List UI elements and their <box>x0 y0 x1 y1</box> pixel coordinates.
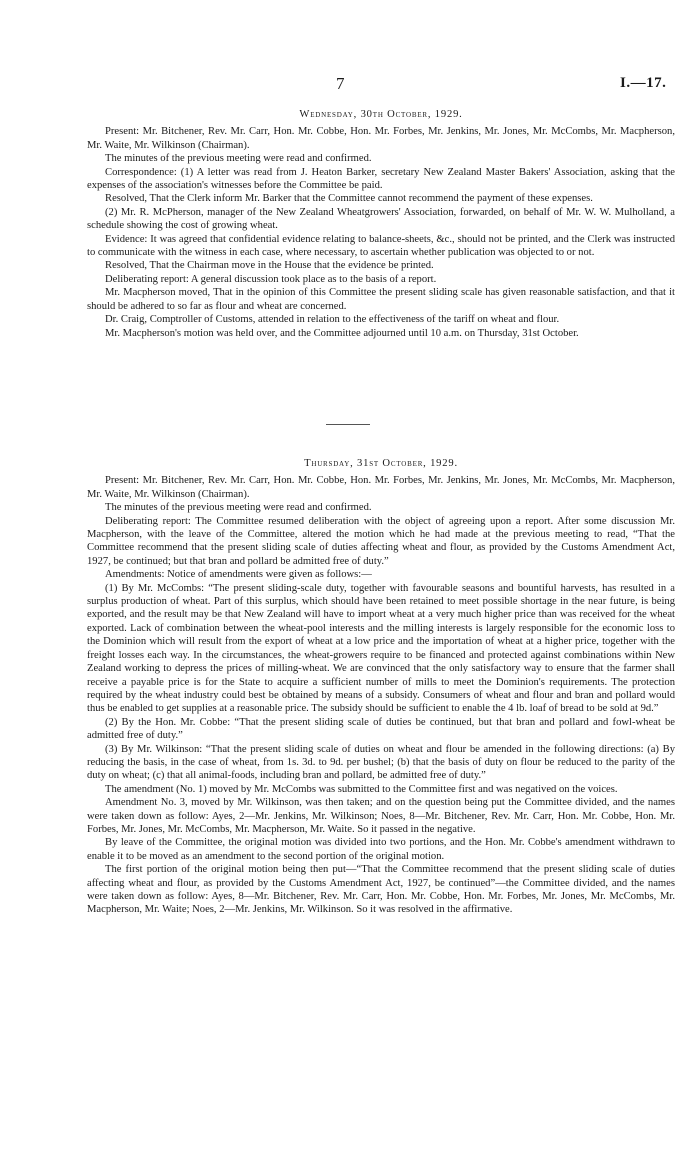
section-heading: Thursday, 31st October, 1929. <box>304 458 458 469</box>
document-reference: I.—17. <box>620 75 667 91</box>
minutes-section-thursday <box>87 457 675 917</box>
page-number: 7 <box>336 74 345 93</box>
paragraph: Resolved, That the Clerk inform Mr. Barker that the Committee cannot recommend the payment of these expenses. <box>105 193 593 205</box>
paragraph: Correspondence: (1) A letter was read from J. Heaton Barker, secretary New Zealand Master Bakers' Association, asking that the expenses of the association's witnesses before the Committee be paid. <box>87 166 675 192</box>
paragraph: (3) By Mr. Wilkinson: “That the present sliding scale of duties on wheat and flour be amended in the following directions: (a) By reducing the basis, in the case of wheat, from 1s. 3d. to 9d. per bushel; (b) that the basis of duty on flour be reduced to the parity of the duty on wheat; (c) that all animal-foods, including bran and pollard, be admitted free of duty.” <box>87 743 675 782</box>
paragraph: Mr. Macpherson's motion was held over, and the Committee adjourned until 10 a.m. on Thursday, 31st October. <box>105 327 579 339</box>
section-heading: Wednesday, 30th October, 1929. <box>299 109 463 120</box>
paragraph: Amendment No. 3, moved by Mr. Wilkinson, was then taken; and on the question being put the Committee divided, and the names were taken down as follow: Ayes, 2—Mr. Jenkins, Mr. Wilkinson; Noes, 8—Mr. Bitchener, Rev. Mr. Carr, Hon. Mr. Cobbe, Hon. Mr. Forbes, Mr. Jones, Mr. McCombs, Mr. Macpherson, Mr. Waite. So it passed in the negative. <box>87 797 675 835</box>
paragraph: Present: Mr. Bitchener, Rev. Mr. Carr, Hon. Mr. Cobbe, Hon. Mr. Forbes, Mr. Jenkins, Mr. Jones, Mr. McCombs, Mr. Macpherson, Mr. Waite, Mr. Wilkinson (Chairman). <box>87 126 675 151</box>
paragraph: Deliberating report: A general discussion took place as to the basis of a report. <box>105 273 437 285</box>
paragraph: Amendments: Notice of amendments were given as follows:— <box>105 569 372 581</box>
paragraph: Mr. Macpherson moved, That in the opinion of this Committee the present sliding scale has given reasonable satisfaction, and that it should be adhered to so far as flour and wheat are concerned. <box>87 287 675 312</box>
paragraph: The first portion of the original motion being then put—“That the Committee recommend that the present sliding scale of duties affecting wheat and flour, as provided by the Customs Amendment Act, 1927, be continued”—the Committee divided, and the names were taken down as follow: Ayes, 8—Mr. Bitchener, Rev. Mr. Carr, Hon. Mr. Cobbe, Hon. Mr. Forbes, Mr. Jones, Mr. McCombs, Mr. Macpherson, Mr. Waite; Noes, 2—Mr. Jenkins, Mr. Wilkinson. So it was resolved in the affirmative. <box>87 864 675 916</box>
paragraph: Present: Mr. Bitchener, Rev. Mr. Carr, Hon. Mr. Cobbe, Hon. Mr. Forbes, Mr. Jenkins, Mr. Jones, Mr. McCombs, Mr. Macpherson, Mr. Waite, Mr. Wilkinson (Chairman). <box>87 475 675 500</box>
paragraph: The amendment (No. 1) moved by Mr. McCombs was submitted to the Committee first and was negatived on the voices. <box>105 783 618 795</box>
paragraph: (2) By the Hon. Mr. Cobbe: “That the present sliding scale of duties be continued, but that bran and pollard and fowl-wheat be admitted free of duty.” <box>87 716 675 742</box>
paragraph: The minutes of the previous meeting were read and confirmed. <box>105 502 372 514</box>
paragraph: (1) By Mr. McCombs: “The present sliding-scale duty, together with favourable seasons and bountiful harvests, has resulted in a surplus production of wheat. Part of this surplus, which should have been retained to meet possible shortage in the near future, is being exported, and the result may be that New Zealand will have to import wheat at a very much higher price than was received for the wheat exported. Lack of combination between the wheat-pool interests and the milling interests is largely responsible for the economic loss to the Dominion which will result from the export of wheat at a low price and the importation of wheat at a higher price, together with the freight losses each way. In the circumstances, the wheat-growers require to be financed and protected against combinations within New Zealand working to depress the prices of milling-wheat. We are convinced that the only satisfactory way to ensure that the farmer shall receive a payable price is for the State to acquire a sufficient number of mills to meet the Dominion's requirements. The protection required by the wheat industry could best be obtained by means of a subsidy. Consumers of wheat and flour and bran and pollard would thus be enabled to get supplies at a reasonable price. The subsidy should be sufficient to enable the 4 lb. loaf of bread to be sold at 9d.” <box>87 582 675 715</box>
section-divider <box>326 424 370 425</box>
paragraph: (2) Mr. R. McPherson, manager of the New Zealand Wheatgrowers' Association, forwarded, on behalf of Mr. W. W. Mulholland, a schedule showing the cost of growing wheat. <box>87 206 675 232</box>
paragraph: Deliberating report: The Committee resumed deliberation with the object of agreeing upon a report. After some discussion Mr. Macpherson, with the leave of the Committee, altered the motion which he had made at the previous meeting to read, “That the Committee recommend that the present sliding scale of duties affecting wheat and flour, as provided by the Customs Amendment Act, 1927, be continued; but that bran and pollard be admitted free of duty.” <box>87 515 675 567</box>
paragraph: By leave of the Committee, the original motion was divided into two portions, and the Hon. Mr. Cobbe's amendment withdrawn to enable it to be moved as an amendment to the second portion of the original motion. <box>87 837 675 862</box>
minutes-section-wednesday <box>87 108 675 340</box>
paragraph: Evidence: It was agreed that confidential evidence relating to balance-sheets, &c., should not be printed, and the Clerk was instructed to communicate with the witness in each case, where necessary, to ascertain whether publication was objected to or not. <box>87 233 675 259</box>
paragraph: The minutes of the previous meeting were read and confirmed. <box>105 153 372 165</box>
paragraph: Resolved, That the Chairman move in the House that the evidence be printed. <box>105 260 434 272</box>
paragraph: Dr. Craig, Comptroller of Customs, attended in relation to the effectiveness of the tariff on wheat and flour. <box>105 314 560 326</box>
